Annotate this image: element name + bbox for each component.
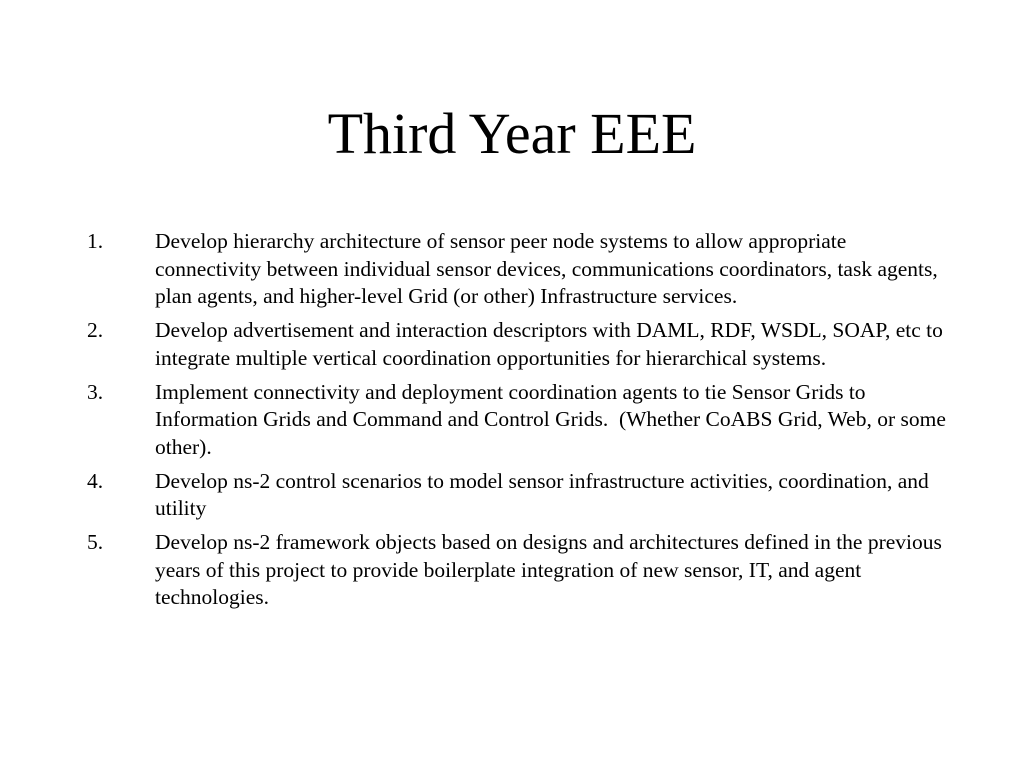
list-item bbox=[87, 317, 947, 372]
list-item bbox=[87, 529, 947, 612]
list-item-text: Develop advertisement and interaction descriptors with DAML, RDF, WSDL, SOAP, etc to integrate multiple vertical coordination opportunities for hierarchical systems. bbox=[155, 318, 943, 370]
list-item bbox=[87, 468, 947, 523]
list-item-number: 5. bbox=[87, 530, 104, 555]
list-item-text: Implement connectivity and deployment coordination agents to tie Sensor Grids to Information Grids and Command and Control Grids. (Whether CoABS Grid, Web, or some other). bbox=[155, 379, 952, 459]
numbered-list bbox=[87, 228, 952, 618]
list-item-number: 1. bbox=[87, 229, 104, 253]
list-item bbox=[87, 379, 952, 462]
list-item bbox=[87, 228, 947, 311]
list-item-number: 3. bbox=[87, 379, 104, 404]
list-item-text: Develop hierarchy architecture of sensor peer node systems to allow appropriate connectivity between individual sensor devices, communications coordinators, task agents, plan agents, and higher-level Grid (or other) Infrastructure services. bbox=[155, 229, 938, 309]
list-item-number: 2. bbox=[87, 318, 104, 343]
list-item-text: Develop ns-2 control scenarios to model sensor infrastructure activities, coordination, and utility bbox=[155, 468, 929, 521]
list-item-number: 4. bbox=[87, 468, 104, 493]
slide-title: Third Year EEE bbox=[327, 101, 697, 166]
list-item-text: Develop ns-2 framework objects based on designs and architectures defined in the previous years of this project to provide boilerplate integration of new sensor, IT, and agent technologies. bbox=[155, 530, 942, 610]
